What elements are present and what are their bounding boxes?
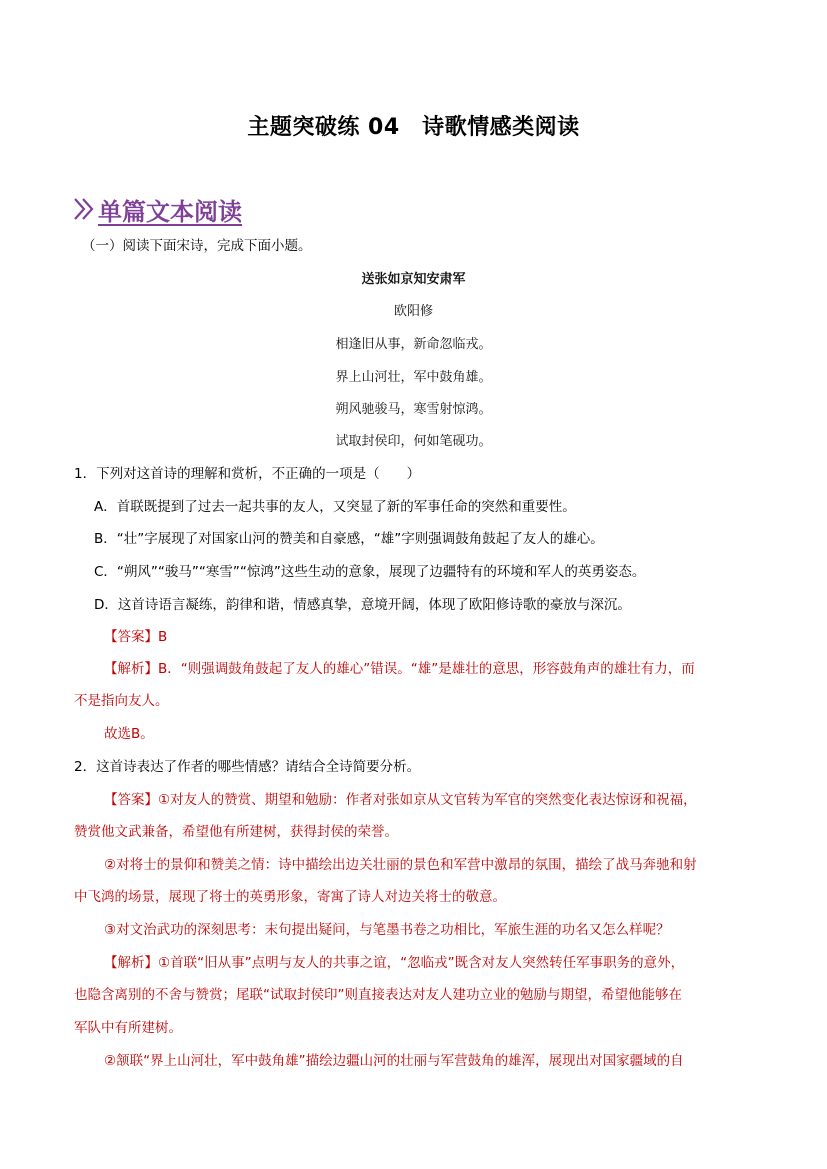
option-b: B．“壮”字展现了对国家山河的赞美和自豪感，“雄”字则强调鼓角鼓起了友人的雄心。 <box>94 531 604 547</box>
analysis-tag: 【解析】 <box>104 955 158 971</box>
poem-title: 送张如京知安肃军 <box>361 272 466 287</box>
answer-line <box>104 627 167 647</box>
analysis-line: 不是指向友人。 <box>74 693 169 709</box>
analysis-line <box>104 659 695 679</box>
question-2-stem: 2．这首诗表达了作者的哪些情感？请结合全诗简要分析。 <box>74 759 421 775</box>
option-a: A．首联既提到了过去一起共事的友人，又突显了新的军事任命的突然和重要性。 <box>94 499 576 515</box>
analysis-line: 军队中有所建树。 <box>74 1020 182 1036</box>
poem-line: 界上山河壮，军中鼓角雄。 <box>335 370 492 385</box>
page-title: 主题突破练 04 诗歌情感类阅读 <box>247 115 580 140</box>
answer-text: ①对友人的赞赏、期望和勉励：作者对张如京从文官转为军官的突然变化表达惊讶和祝福， <box>158 792 697 808</box>
analysis-text: ①首联“旧从事”点明与友人的共事之谊，“忽临戎”既含对友人突然转任军事职务的意外， <box>158 955 685 971</box>
conclusion-line: 故选B。 <box>104 726 154 742</box>
section-header <box>72 192 242 226</box>
question-1-stem: 1．下列对这首诗的理解和赏析，不正确的一项是（ ） <box>74 466 421 482</box>
answer-tag: 【答案】 <box>104 629 158 645</box>
answer-line: ②对将士的景仰和赞美之情：诗中描绘出边关壮丽的景色和军营中激昂的氛围，描绘了战马奔驰和射 <box>104 857 697 873</box>
poem-line: 试取封侯印，何如笔砚功。 <box>335 434 492 449</box>
analysis-line: ②颔联“界上山河壮，军中鼓角雄”描绘边疆山河的壮丽与军营鼓角的雄浑，展现出对国家疆域的自 <box>104 1053 684 1069</box>
poem-author: 欧阳修 <box>393 304 433 319</box>
answer-line <box>104 790 697 810</box>
double-chevron-icon <box>72 195 96 223</box>
analysis-text: B．“则强调鼓角鼓起了友人的雄心”错误。“雄”是雄壮的意思，形容鼓角声的雄壮有力，而 <box>158 661 695 677</box>
option-c: C．“朔风”“骏马”“寒雪”“惊鸿”这些生动的意象，展现了边疆特有的环境和军人的英勇姿态。 <box>94 564 646 580</box>
section-title: 单篇文本阅读 <box>98 196 242 226</box>
analysis-tag: 【解析】 <box>104 661 158 677</box>
question-intro: （一）阅读下面宋诗，完成下面小题。 <box>82 238 312 254</box>
answer-tag: 【答案】 <box>104 792 158 808</box>
poem-line: 朔风驰骏马，寒雪射惊鸿。 <box>335 402 492 417</box>
analysis-line <box>104 953 684 973</box>
answer-line: ③对文治武功的深刻思考：末句提出疑问，与笔墨书卷之功相比，军旅生涯的功名又怎么样呢？ <box>104 922 670 938</box>
poem-line: 相逢旧从事，新命忽临戎。 <box>335 337 492 352</box>
answer-line: 赞赏他文武兼备，希望他有所建树，获得封侯的荣誉。 <box>74 824 398 840</box>
answer-line: 中飞鸿的场景，展现了将士的英勇形象，寄寓了诗人对边关将士的敬意。 <box>74 889 506 905</box>
analysis-line: 也隐含离别的不舍与赞赏；尾联“试取封侯印”则直接表达对友人建功立业的勉励与期望，希望他能够在 <box>74 987 682 1003</box>
answer-value: B <box>158 629 168 645</box>
option-d: D．这首诗语言凝练，韵律和谐，情感真挚，意境开阔，体现了欧阳修诗歌的豪放与深沉。 <box>94 597 631 613</box>
